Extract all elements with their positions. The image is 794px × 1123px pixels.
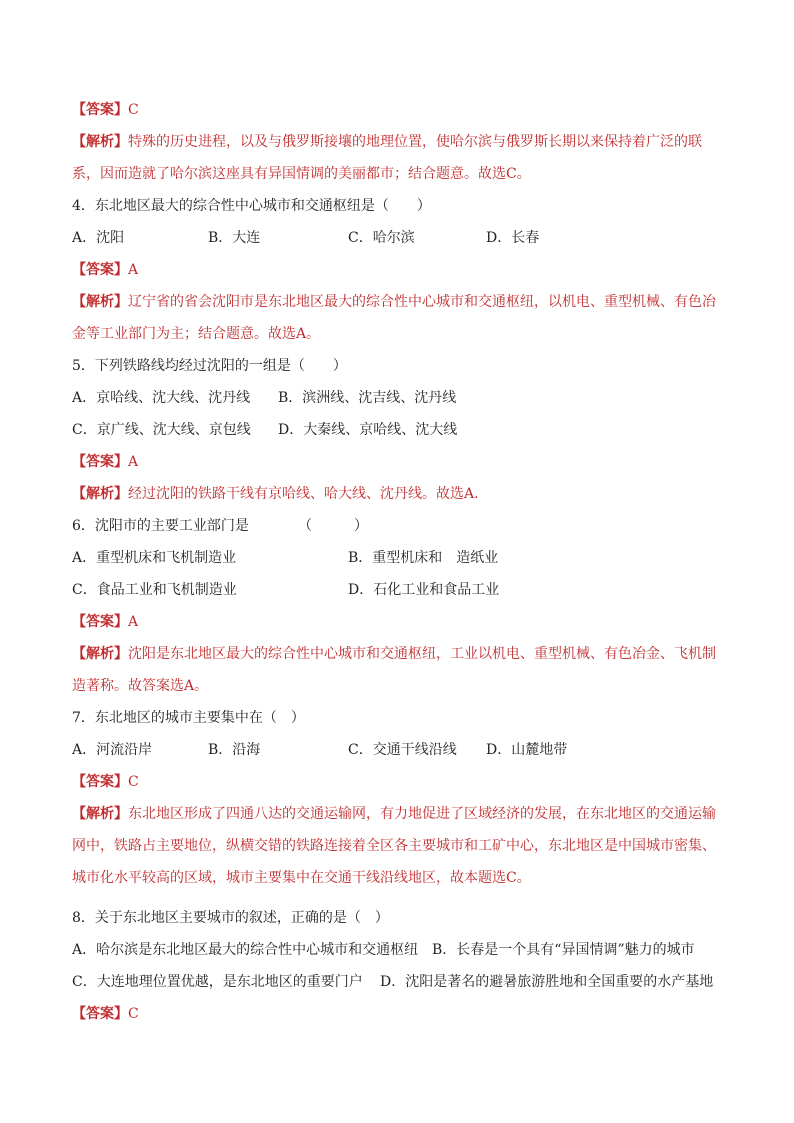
answer-label: 【答案】 [72, 614, 128, 630]
option-d: D．沈阳是著名的避暑旅游胜地和全国重要的水产基地 [380, 974, 714, 990]
question-stem: 8．关于东北地区主要城市的叙述，正确的是（ ） [72, 910, 389, 926]
option-a: A．重型机床和飞机制造业 [72, 550, 237, 566]
option-c: C．哈尔滨 [348, 230, 415, 246]
option-d: D．长春 [486, 230, 540, 246]
question-stem: 4．东北地区最大的综合性中心城市和交通枢纽是（ ） [72, 198, 431, 214]
analysis-line [72, 292, 722, 312]
answer-value: A [128, 262, 139, 278]
option-a: A．沈阳 [72, 230, 125, 246]
option-b: B．滨洲线、沈吉线、沈丹线 [278, 390, 457, 406]
analysis-label: 【解析】 [72, 646, 128, 662]
analysis-line [72, 644, 722, 664]
answer-line [72, 612, 722, 632]
analysis-text: 城市化水平较高的区域，城市主要集中在交通干线沿线地区，故本题选C。 [72, 870, 531, 886]
answer-label: 【答案】 [72, 1006, 128, 1022]
analysis-label: 【解析】 [72, 134, 128, 150]
option-a: A．京哈线、沈大线、沈丹线 [72, 390, 251, 406]
option-d: D．大秦线、京哈线、沈大线 [278, 422, 458, 438]
answer-line [72, 100, 722, 120]
option-a: A．哈尔滨是东北地区最大的综合性中心城市和交通枢纽 [72, 942, 419, 958]
option-b: B．重型机床和 造纸业 [348, 550, 499, 566]
analysis-text: 造著称。故答案选A。 [72, 678, 209, 694]
option-b: B．沿海 [208, 742, 261, 758]
answer-label: 【答案】 [72, 262, 128, 278]
analysis-label: 【解析】 [72, 806, 128, 822]
option-c: C．交通干线沿线 [348, 742, 457, 758]
analysis-text: 系，因而造就了哈尔滨这座具有异国情调的美丽都市；结合题意。故选C。 [72, 166, 531, 182]
question-stem-paren: （ ） [298, 518, 368, 534]
analysis-line [72, 132, 722, 152]
analysis-line [72, 804, 722, 824]
answer-value: C [128, 102, 139, 118]
answer-line [72, 260, 722, 280]
analysis-text: 金等工业部门为主；结合题意。故选A。 [72, 326, 321, 342]
option-b: B．大连 [208, 230, 261, 246]
question-stem [72, 516, 722, 536]
analysis-label: 【解析】 [72, 486, 128, 502]
analysis-text: 沈阳是东北地区最大的综合性中心城市和交通枢纽，工业以机电、重型机械、有色冶金、飞机制 [128, 646, 716, 662]
analysis-text: 网中，铁路占主要地位，纵横交错的铁路连接着全区各主要城市和工矿中心，东北地区是中国城市密集、 [72, 838, 716, 854]
answer-value: C [128, 774, 139, 790]
analysis-line [72, 484, 722, 504]
analysis-text: 经过沈阳的铁路干线有京哈线、哈大线、沈丹线。故选A. [128, 486, 479, 502]
analysis-label: 【解析】 [72, 294, 128, 310]
question-stem: 5．下列铁路线均经过沈阳的一组是（ ） [72, 358, 347, 374]
analysis-text: 辽宁省的省会沈阳市是东北地区最大的综合性中心城市和交通枢纽，以机电、重型机械、有色冶 [128, 294, 716, 310]
answer-label: 【答案】 [72, 774, 128, 790]
option-c: C．京广线、沈大线、京包线 [72, 422, 251, 438]
answer-label: 【答案】 [72, 102, 128, 118]
analysis-text: 特殊的历史进程，以及与俄罗斯接壤的地理位置，使哈尔滨与俄罗斯长期以来保持着广泛的联 [128, 134, 702, 150]
analysis-text: 东北地区形成了四通八达的交通运输网，有力地促进了区域经济的发展，在东北地区的交通运输 [128, 806, 716, 822]
option-d: D．石化工业和食品工业 [348, 582, 500, 598]
option-a: A．河流沿岸 [72, 742, 153, 758]
option-b: B．长春是一个具有“异国情调”魅力的城市 [432, 942, 695, 958]
question-stem-text: 6．沈阳市的主要工业部门是 [72, 518, 249, 534]
answer-value: A [128, 454, 139, 470]
answer-label: 【答案】 [72, 454, 128, 470]
question-stem: 7．东北地区的城市主要集中在（ ） [72, 710, 305, 726]
option-c: C．食品工业和飞机制造业 [72, 582, 237, 598]
option-c: C．大连地理位置优越，是东北地区的重要门户 [72, 974, 363, 990]
answer-value: A [128, 614, 139, 630]
answer-value: C [128, 1006, 139, 1022]
option-d: D．山麓地带 [486, 742, 568, 758]
answer-line [72, 452, 722, 472]
answer-line [72, 1004, 722, 1024]
answer-line [72, 772, 722, 792]
